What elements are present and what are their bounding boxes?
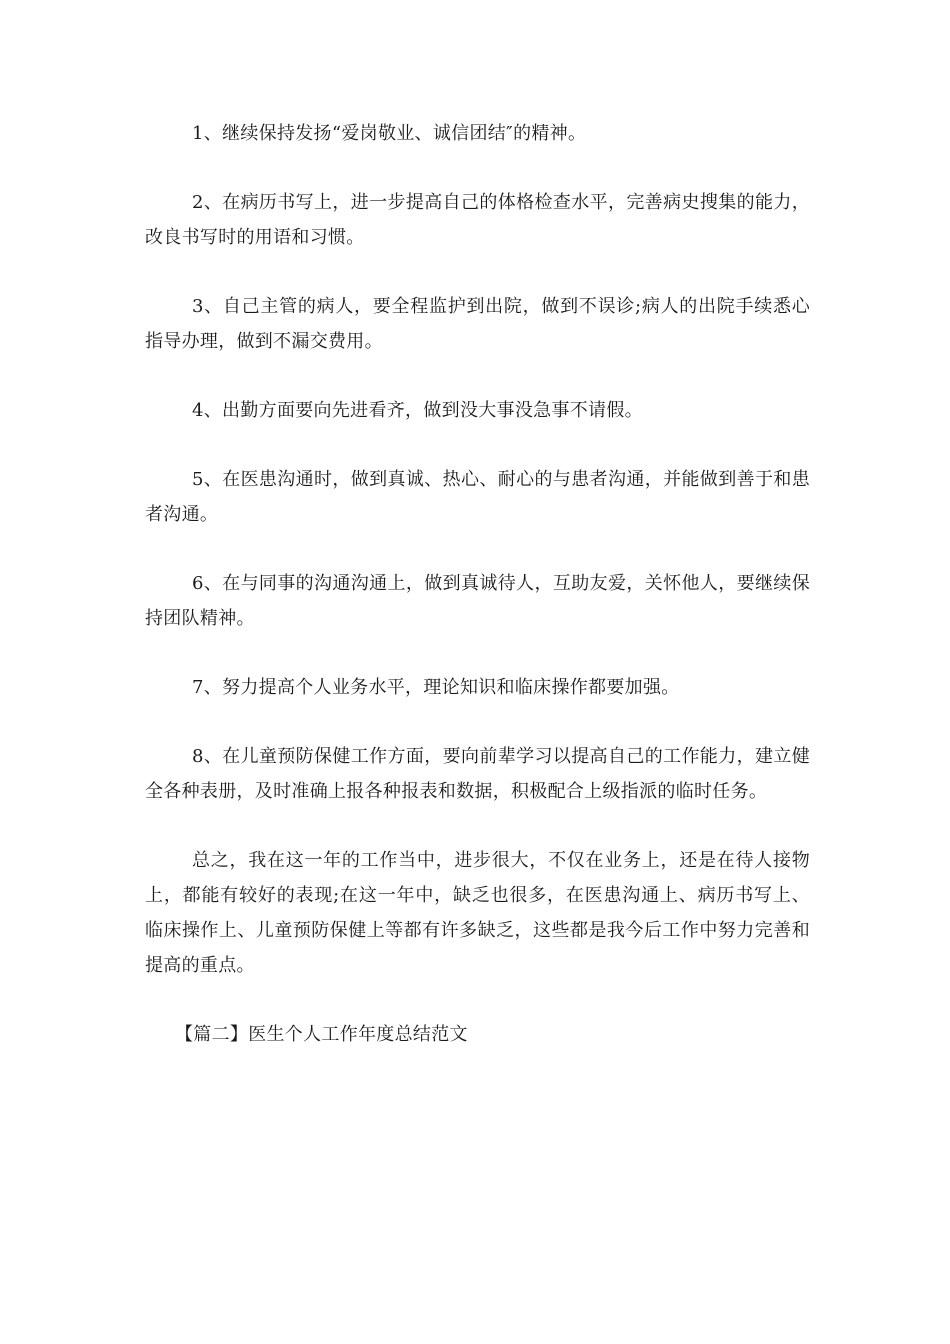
paragraph-item-3: 3、自己主管的病人，要全程监护到出院，做到不误诊;病人的出院手续悉心指导办理，做到不漏交费用。: [145, 296, 810, 352]
document-body: [145, 116, 810, 1052]
paragraph-item-5: 5、在医患沟通时，做到真诚、热心、耐心的与患者沟通，并能做到善于和患者沟通。: [145, 469, 810, 525]
section-heading: 【篇二】医生个人工作年度总结范文: [175, 1024, 468, 1045]
summary-paragraph: 总之，我在这一年的工作当中，进步很大，不仅在业务上，还是在待人接物上，都能有较好的表现;在这一年中，缺乏也很多，在医患沟通上、病历书写上、临床操作上、儿童预防保健上等都有许多缺乏，这些都是我今后工作中努力完善和提高的重点。: [145, 850, 810, 976]
paragraph-item-2: 2、在病历书写上，进一步提高自己的体格检查水平，完善病史搜集的能力，改良书写时的用语和习惯。: [145, 192, 810, 248]
paragraph-item-6: 6、在与同事的沟通沟通上，做到真诚待人，互助友爱，关怀他人，要继续保持团队精神。: [145, 573, 810, 629]
paragraph-item-4: 4、出勤方面要向先进看齐，做到没大事没急事不请假。: [192, 400, 643, 421]
paragraph-item-1: 1、继续保持发扬“爱岗敬业、诚信团结″的精神。: [192, 123, 587, 144]
paragraph-item-8: 8、在儿童预防保健工作方面，要向前辈学习以提高自己的工作能力，建立健全各种表册，及时准确上报各种报表和数据，积极配合上级指派的临时任务。: [145, 746, 810, 802]
paragraph-item-7: 7、努力提高个人业务水平，理论知识和临床操作都要加强。: [192, 677, 680, 698]
